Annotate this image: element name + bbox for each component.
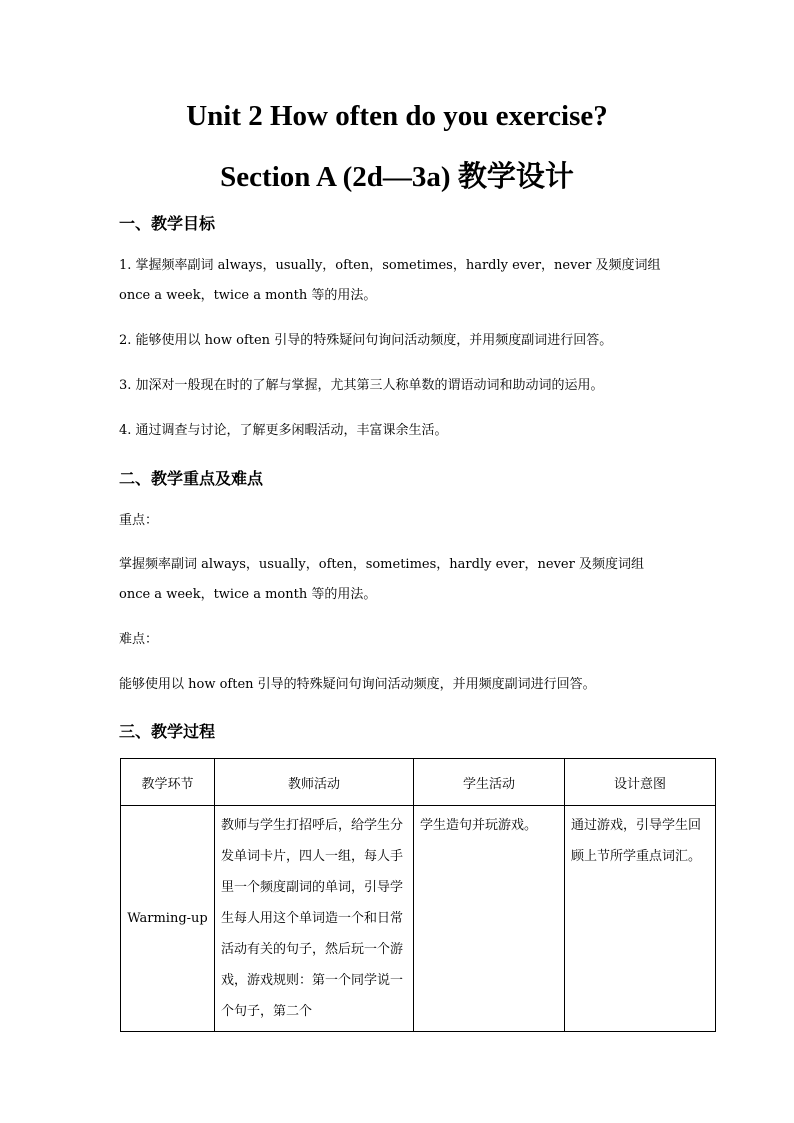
objective-item-2: 2. 能够使用以 how often 引导的特殊疑问句询问活动频度，并用频度副词进行回答。 xyxy=(119,333,613,348)
section-heading-key-points: 二、教学重点及难点 xyxy=(119,469,264,488)
key-points-label: 重点： xyxy=(119,513,159,528)
objective-item-1: 1. 掌握频率副词 always，usually，often，sometimes，hardly ever，never 及频度词组 once a week，twice a month 等的用法。 xyxy=(119,258,661,303)
key-points-text: 掌握频率副词 always，usually，often，sometimes，hardly ever，never 及频度词组 once a week，twice a month 等的用法。 xyxy=(119,557,644,602)
process-table xyxy=(120,758,716,1032)
header-stage: 教学环节 xyxy=(121,759,215,806)
cell-stage: Warming-up xyxy=(121,806,215,1032)
section-heading-objectives: 一、教学目标 xyxy=(119,214,216,233)
cell-student-activity: 学生造句并玩游戏。 xyxy=(414,806,565,1032)
section-heading-process: 三、教学过程 xyxy=(119,722,216,741)
objective-item-4: 4. 通过调查与讨论，了解更多闲暇活动，丰富课余生活。 xyxy=(119,423,448,438)
header-student-activity: 学生活动 xyxy=(414,759,565,806)
table-header-row xyxy=(121,759,716,806)
header-teacher-activity: 教师活动 xyxy=(215,759,414,806)
difficulty-label: 难点： xyxy=(119,632,159,647)
header-design-intent: 设计意图 xyxy=(565,759,716,806)
difficulty-text: 能够使用以 how often 引导的特殊疑问句询问活动频度，并用频度副词进行回答。 xyxy=(119,677,596,692)
cell-design-intent: 通过游戏，引导学生回顾上节所学重点词汇。 xyxy=(565,806,716,1032)
document-title-line2: Section A (2d—3a) 教学设计 xyxy=(220,161,574,193)
table-row xyxy=(121,806,716,1032)
document-title-line1: Unit 2 How often do you exercise? xyxy=(186,100,608,132)
objective-item-3: 3. 加深对一般现在时的了解与掌握，尤其第三人称单数的谓语动词和助动词的运用。 xyxy=(119,378,604,393)
cell-teacher-activity: 教师与学生打招呼后，给学生分发单词卡片，四人一组，每人手里一个频度副词的单词，引导学生每人用这个单词造一个和日常活动有关的句子，然后玩一个游戏，游戏规则：第一个同学说一个句子，第二个 xyxy=(215,806,414,1032)
